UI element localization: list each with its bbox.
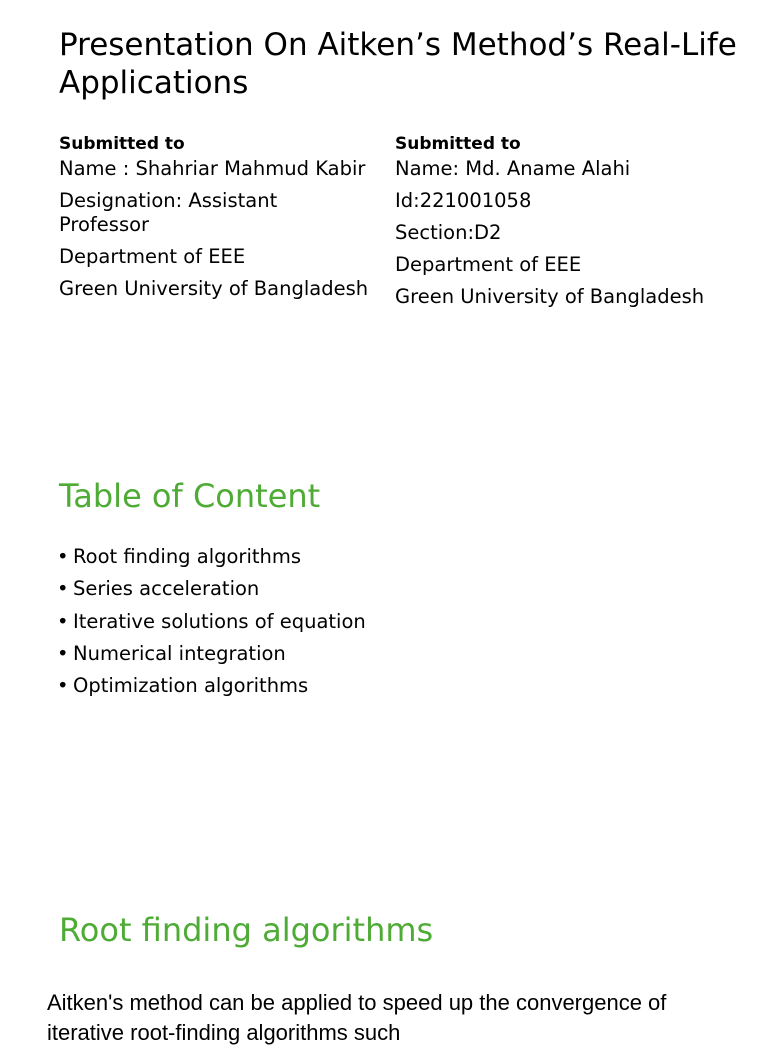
bullet-icon: • <box>57 641 69 665</box>
toc-item-label: Optimization algorithms <box>73 674 309 698</box>
toc-item-label: Numerical integration <box>73 641 286 665</box>
list-item <box>57 577 366 601</box>
bullet-icon: • <box>57 609 69 633</box>
submitted-to-supervisor <box>59 133 369 309</box>
toc-item-label: Iterative solutions of equation <box>73 609 366 633</box>
supervisor-university: Green University of Bangladesh <box>59 277 369 300</box>
student-department: Department of EEE <box>395 253 582 276</box>
submitted-to-heading: Submitted to <box>59 134 185 154</box>
bullet-icon: • <box>57 545 69 568</box>
supervisor-designation: Designation: Assistant Professor <box>59 189 278 236</box>
bullet-icon: • <box>57 577 69 601</box>
list-item <box>57 642 366 666</box>
list-item <box>57 674 366 698</box>
student-name: Name: Md. Aname Alahi <box>395 157 631 180</box>
submitted-to-heading-right: Submitted to <box>395 134 521 154</box>
toc-list <box>57 545 366 706</box>
student-section: Section:D2 <box>395 221 502 244</box>
bullet-icon: • <box>57 674 69 698</box>
supervisor-department: Department of EEE <box>59 245 246 268</box>
root-finding-heading: Root finding algorithms <box>59 911 434 949</box>
student-id: Id:221001058 <box>395 189 532 212</box>
list-item <box>57 610 366 634</box>
toc-heading: Table of Content <box>59 477 321 515</box>
supervisor-name: Name : Shahriar Mahmud Kabir <box>59 157 366 180</box>
toc-item-label: Series acceleration <box>73 577 260 601</box>
submitted-by-student <box>395 133 725 317</box>
student-university: Green University of Bangladesh <box>395 285 705 308</box>
list-item <box>57 545 366 569</box>
toc-item-label: Root finding algorithms <box>73 545 302 568</box>
page-title: Presentation On Aitken’s Method’s Real-Life Applications <box>59 27 737 101</box>
root-finding-paragraph: Aitken's method can be applied to speed up the convergence of iterative root-finding algorithms such <box>47 990 667 1045</box>
